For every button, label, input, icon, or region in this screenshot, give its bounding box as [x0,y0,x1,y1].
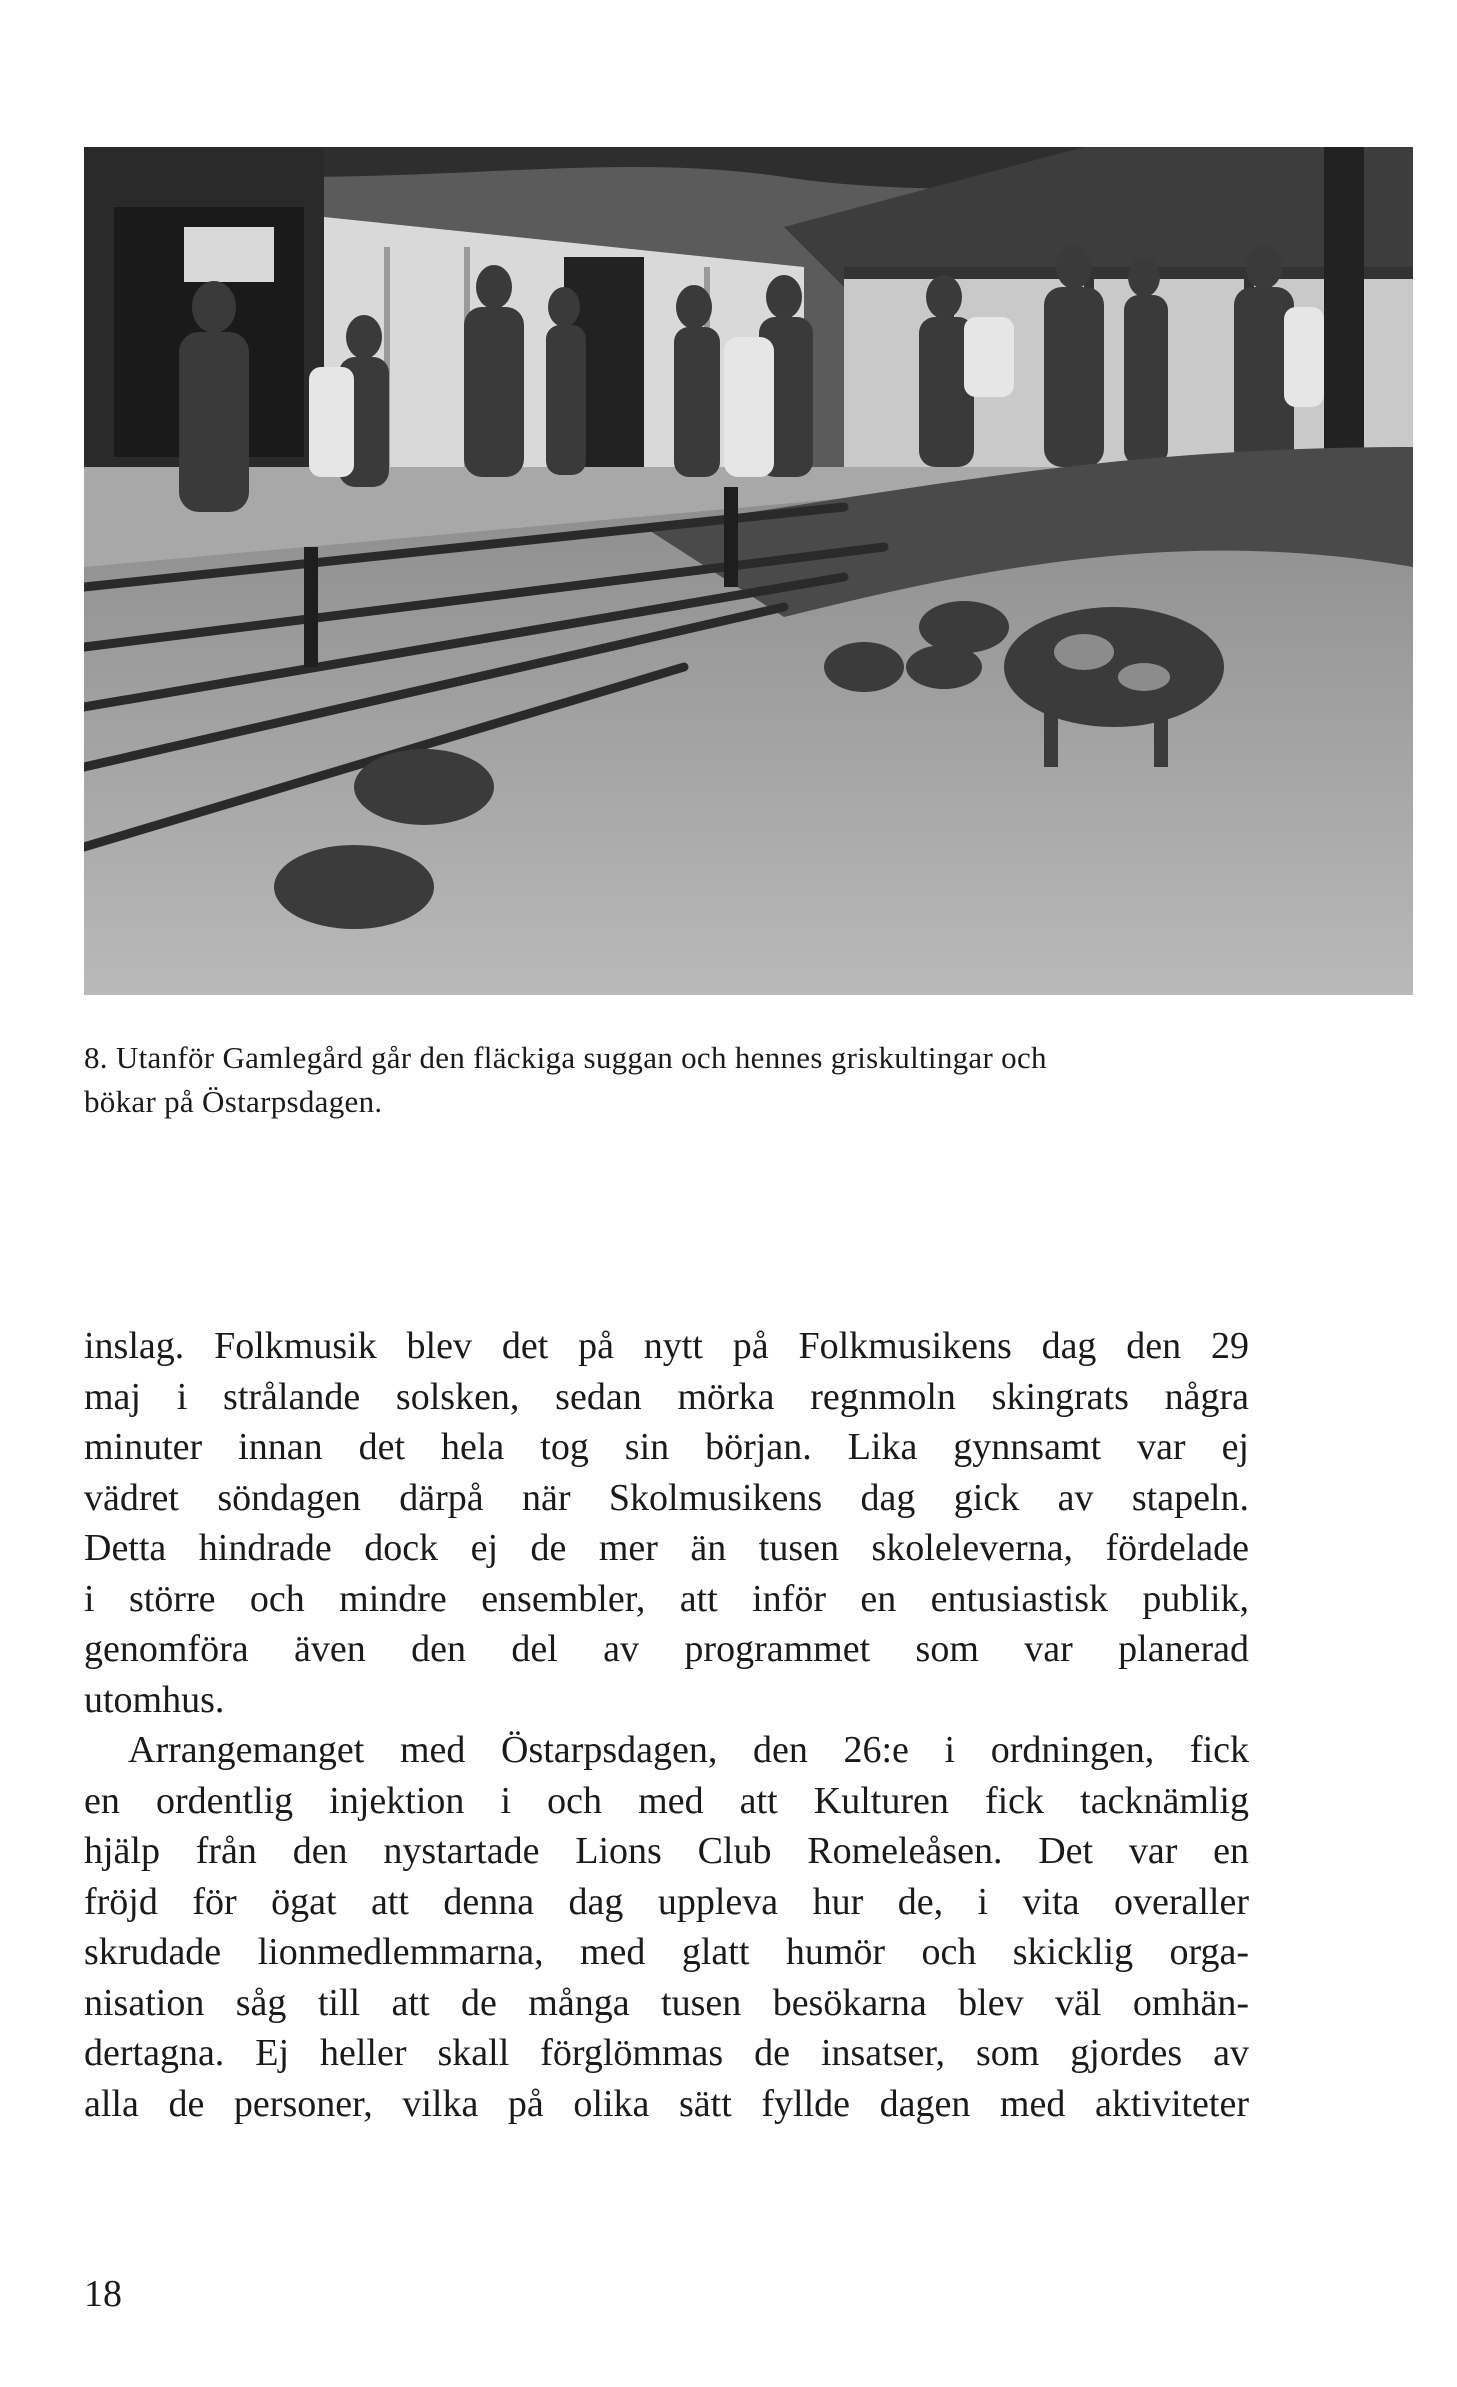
body-line: Detta hindrade dock ej de mer än tusen skoleleverna, fördelade [84,1527,1249,1569]
figure-number: 8. [84,1040,108,1075]
farmyard-photo [84,147,1413,995]
body-line: genomföra även den del av programmet som var planerad [84,1628,1249,1670]
body-line: maj i strålande solsken, sedan mörka regnmoln skingrats några [84,1375,1249,1418]
body-line: hjälp från den nystartade Lions Club Romeleåsen. Det var en [84,1830,1249,1872]
body-line: Arrangemanget med Östarpsdagen, den 26:e i ordningen, fick [128,1729,1249,1771]
body-line: fröjd för ögat att denna dag uppleva hur de, i vita overaller [84,1880,1249,1923]
body-line: i större och mindre ensembler, att inför en entusiastisk publik, [84,1577,1249,1620]
body-text [84,1321,1249,2129]
body-line: dertagna. Ej heller skall förglömmas de insatser, som gjordes av [84,2032,1249,2074]
body-line: skrudade lionmedlemmarna, med glatt humör och skicklig orga- [84,1931,1249,1973]
body-line: utomhus. [84,1678,225,1721]
body-line: en ordentlig injektion i och med att Kulturen fick tacknämlig [84,1779,1249,1822]
caption-text: Utanför Gamlegård går den fläckiga suggan och hennes griskultingar och [115,1040,1047,1075]
body-line: nisation såg till att de många tusen besökarna blev väl omhän- [84,1981,1249,2024]
caption-line: bökar på Östarpsdagen. [84,1084,383,1119]
caption-line [84,1036,1254,1080]
body-line: vädret söndagen därpå när Skolmusikens dag gick av stapeln. [84,1476,1249,1519]
body-line: alla de personer, vilka på olika sätt fyllde dagen med aktiviteter [84,2082,1249,2125]
page-number: 18 [84,2273,122,2315]
farmyard-photo-illustration [84,147,1413,995]
body-line: inslag. Folkmusik blev det på nytt på Folkmusikens dag den 29 [84,1325,1249,1367]
body-line: minuter innan det hela tog sin början. Lika gynnsamt var ej [84,1426,1249,1468]
figure-caption [84,1036,1254,1124]
